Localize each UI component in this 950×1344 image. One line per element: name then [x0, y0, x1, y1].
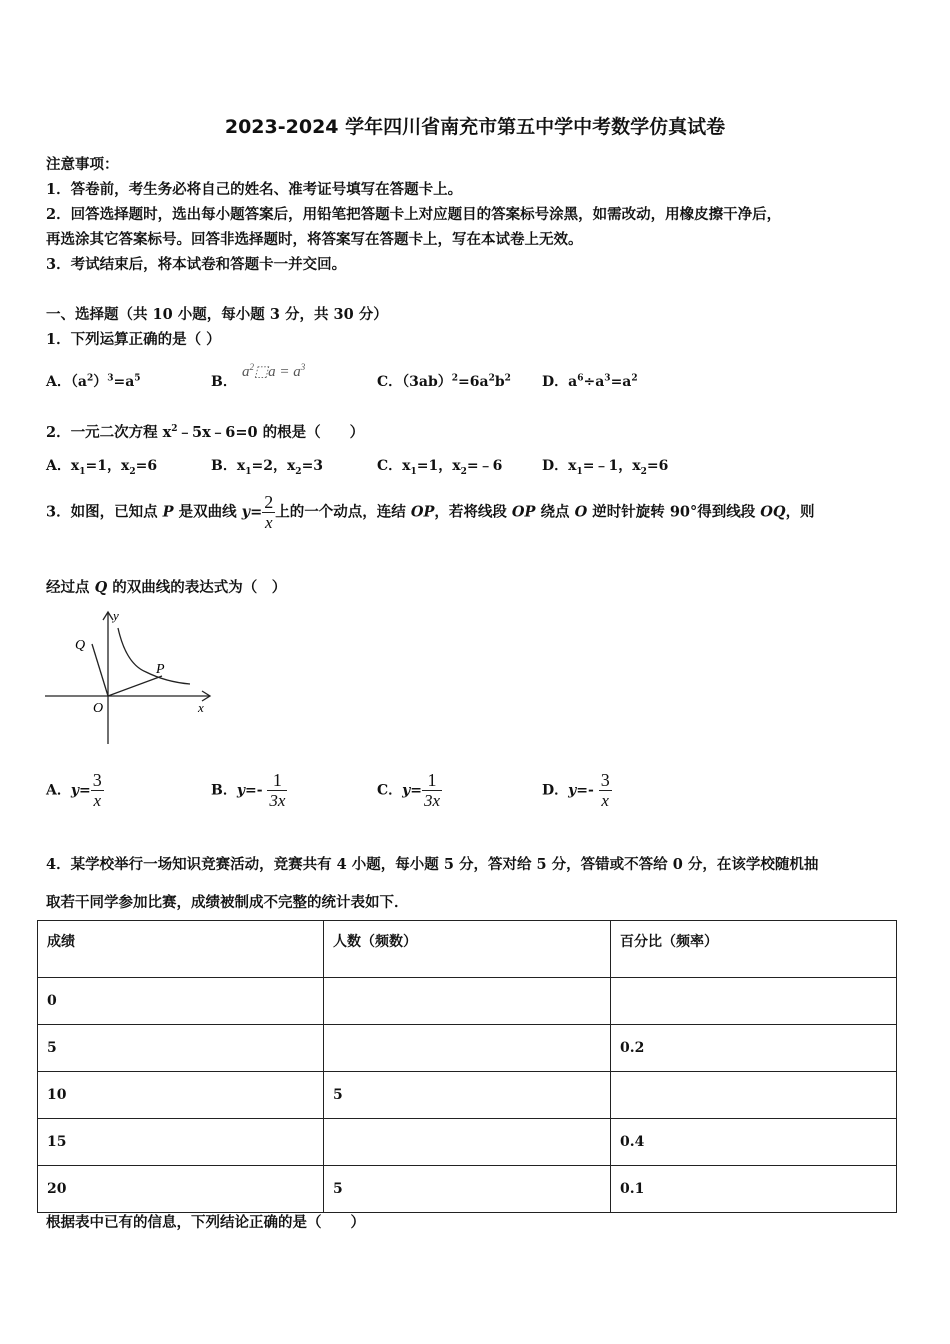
table-row [38, 1025, 897, 1072]
q3-stem-line2: 经过点 Q 的双曲线的表达式为（ ） [46, 579, 287, 596]
notice-item-3: 3．考试结束后，将本试卷和答题卡一并交回。 [46, 256, 347, 273]
fig-y-label: y [113, 608, 119, 623]
table-cell: 0 [38, 978, 324, 1025]
q3-hyperbola-figure [40, 604, 220, 749]
table-cell [324, 1025, 611, 1072]
q1-option-c: C．$(3ab)^2=6a^2b^2$ [377, 373, 511, 390]
table-cell: 10 [38, 1072, 324, 1119]
table-header-cell: 人数（频数） [324, 921, 611, 978]
table-row [38, 1072, 897, 1119]
table-row [38, 978, 897, 1025]
q2-option-d: D．$x_1=﹣1$，$x_2=6$ [542, 458, 669, 477]
table-cell: 20 [38, 1166, 324, 1213]
q2-option-a: A．$x_1=1$，$x_2=6$ [46, 458, 158, 477]
segment-oq [92, 644, 108, 696]
table-row [38, 1119, 897, 1166]
hyperbola-curve [118, 628, 190, 684]
table-cell: 15 [38, 1119, 324, 1166]
fig-o-label: O [93, 701, 104, 716]
q3-option-b: B．y=- $\frac{1}{3x}$ [211, 770, 286, 810]
table-header-row [38, 921, 897, 978]
q2-option-b: B．$x_1=2$，$x_2=3$ [211, 458, 324, 477]
fig-p-label: P [156, 662, 165, 677]
fig-q-label: Q [75, 638, 86, 653]
table-header-cell: 成绩 [38, 921, 324, 978]
fig-x-label: x [198, 700, 204, 715]
q3-fraction: $\frac{2}{x}$ [264, 492, 274, 532]
q2-stem: 2．一元二次方程 $x^2﹣5x﹣6=0$ 的根是（ ） [46, 424, 365, 441]
q1-option-b-label: B． [211, 374, 237, 390]
q2-option-c: C．$x_1=1$，$x_2=﹣6$ [377, 458, 503, 477]
q3-option-a: A．y= $\frac{3}{x}$ [46, 770, 102, 810]
notice-heading: 注意事项： [46, 156, 119, 173]
q1-option-b-expr: $a^2⬚a = a^3$ [242, 362, 306, 380]
table-cell: 5 [324, 1072, 611, 1119]
table-cell [611, 1072, 897, 1119]
section-heading: 一、选择题（共 10 小题，每小题 3 分，共 30 分） [46, 306, 388, 323]
q4-stem-line1: 4．某学校举行一场知识竞赛活动，竞赛共有 4 小题，每小题 5 分，答对给 5 分，答错或不答给 0 分，在该学校随机抽 [46, 856, 819, 873]
q1-stem: 1．下列运算正确的是（ ） [46, 331, 221, 348]
notice-item-2: 2．回答选择题时，选出每小题答案后，用铅笔把答题卡上对应题目的答案标号涂黑，如需改动，用橡皮擦干净后， [46, 206, 782, 223]
q1-option-a: A．$(a^2)^3=a^5$ [46, 373, 141, 390]
table-cell [611, 978, 897, 1025]
table-cell [324, 978, 611, 1025]
table-cell: 0.2 [611, 1025, 897, 1072]
table-cell: 0.1 [611, 1166, 897, 1213]
score-table [37, 920, 897, 1213]
notice-item-1: 1．答卷前，考生务必将自己的姓名、准考证号填写在答题卡上。 [46, 181, 463, 198]
table-cell: 5 [38, 1025, 324, 1072]
q3-stem-line1: 3．如图，已知点 P 是双曲线 y= $\frac{2}{x}$ 上的一个动点，连结 OP，若将线段 OP 绕点 O 逆时针旋转 90°得到线段 OQ，则 [46, 492, 815, 532]
q3-option-c: C．y= $\frac{1}{3x}$ [377, 770, 441, 810]
q1-option-d: D．$a^6\div a^3=a^2$ [542, 373, 638, 390]
q3-option-d: D．y=- $\frac{3}{x}$ [542, 770, 610, 810]
table-header-cell: 百分比（频率） [611, 921, 897, 978]
table-cell: 0.4 [611, 1119, 897, 1166]
q4-after-table: 根据表中已有的信息，下列结论正确的是（ ） [46, 1214, 365, 1231]
notice-item-2-cont: 再选涂其它答案标号。回答非选择题时，将答案写在答题卡上，写在本试卷上无效。 [46, 231, 583, 248]
table-cell [324, 1119, 611, 1166]
page-title: 2023-2024 学年四川省南充市第五中学中考数学仿真试卷 [224, 116, 726, 138]
table-cell: 5 [324, 1166, 611, 1213]
table-row [38, 1166, 897, 1213]
q4-stem-line2: 取若干同学参加比赛，成绩被制成不完整的统计表如下． [46, 894, 409, 911]
segment-op [108, 676, 162, 696]
